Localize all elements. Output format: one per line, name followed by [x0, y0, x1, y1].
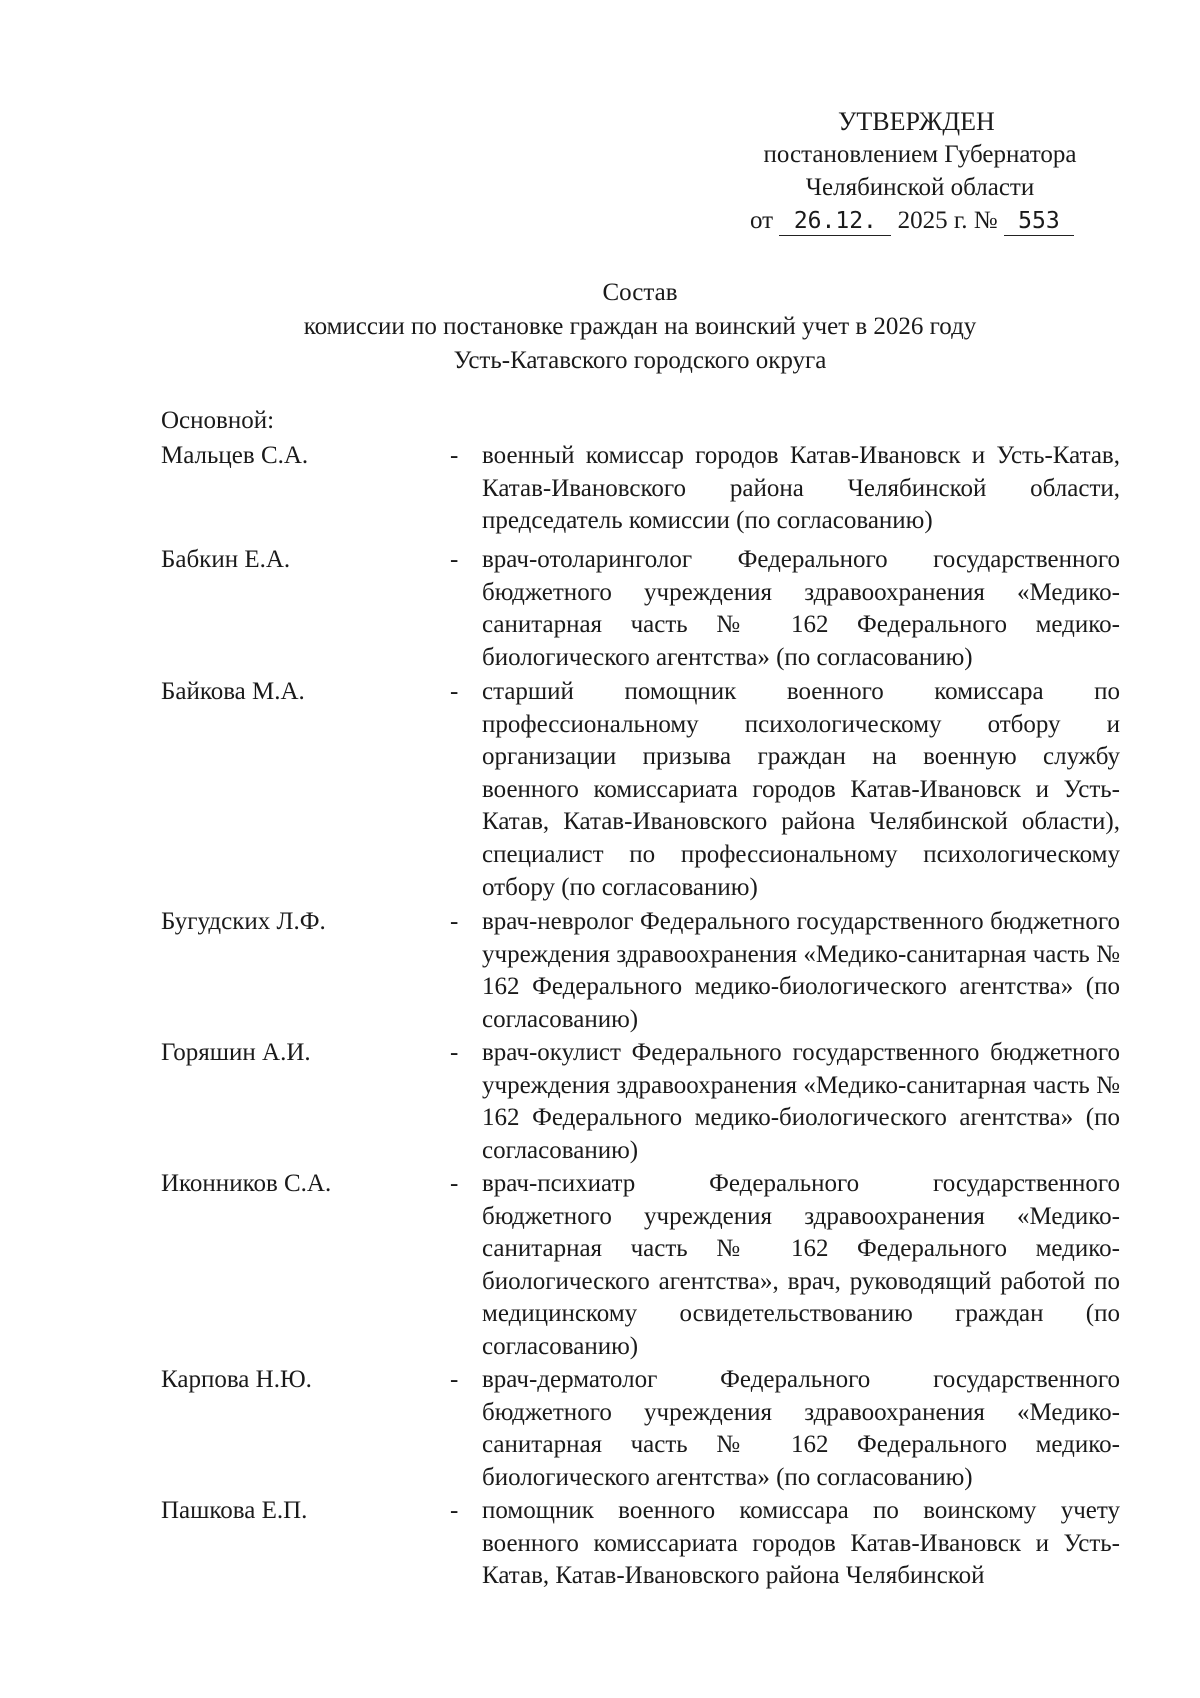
approval-number: 553: [1004, 207, 1074, 236]
approval-year: 2025 г. №: [897, 207, 998, 234]
member-role: военный комиссар городов Катав-Ивановск и Усть-Катав, Катав-Ивановского района Челябинской области, председатель комиссии (по согласованию): [482, 442, 1120, 535]
member-name: Пашкова Е.П.: [161, 1497, 308, 1524]
member-dash: -: [450, 1170, 459, 1197]
member-role: врач-окулист Федерального государственного бюджетного учреждения здравоохранения «Медико-санитарная часть № 162 Федерального медико-биологического агентства» (по согласованию): [482, 1039, 1120, 1164]
member-dash: -: [450, 678, 459, 705]
member-name: Байкова М.А.: [161, 678, 305, 705]
approval-date: 26.12.: [779, 207, 891, 236]
member-dash: -: [450, 442, 459, 469]
member-name: Бабкин Е.А.: [161, 546, 291, 573]
approval-title: УТВЕРЖДЕН: [838, 107, 995, 136]
heading-line-1: Состав: [602, 279, 678, 306]
approval-block: [720, 105, 1120, 237]
member-role: врач-дерматолог Федерального государственного бюджетного учреждения здравоохранения «Медико-санитарная часть № 162 Федерального медико-биологического агентства» (по согласованию): [482, 1366, 1120, 1491]
member-role: врач-психиатр Федерального государственного бюджетного учреждения здравоохранения «Медико-санитарная часть № 162 Федерального медико-биологического агентства», врач, руководящий работой по медицинскому освидетельствованию граждан (по согласованию): [482, 1170, 1120, 1360]
member-dash: -: [450, 546, 459, 573]
approval-line-2: Челябинской области: [805, 174, 1035, 201]
member-dash: -: [450, 908, 459, 935]
member-name: Бугудских Л.Ф.: [161, 908, 326, 935]
document-heading: [100, 276, 1180, 378]
member-name: Иконников С.А.: [161, 1170, 332, 1197]
heading-line-3: Усть-Катавского городского округа: [453, 347, 827, 374]
member-role: старший помощник военного комиссара по профессиональному психологическому отбору и организации призыва граждан на военную службу военного комиссариата городов Катав-Ивановск и Усть-Катав, Катав-Ивановского района Челябинской области), специалист по профессиональному психологическому отбору (по согласованию): [482, 678, 1120, 901]
section-label: Основной:: [161, 407, 275, 434]
member-dash: -: [450, 1366, 459, 1393]
member-dash: -: [450, 1497, 459, 1524]
member-role: врач-отоларинголог Федерального государственного бюджетного учреждения здравоохранения «Медико-санитарная часть № 162 Федерального медико-биологического агентства» (по согласованию): [482, 546, 1120, 671]
member-name: Карпова Н.Ю.: [161, 1366, 312, 1393]
member-role: врач-невролог Федерального государственного бюджетного учреждения здравоохранения «Медико-санитарная часть № 162 Федерального медико-биологического агентства» (по согласованию): [482, 908, 1120, 1033]
approval-line-1: постановлением Губернатора: [763, 141, 1077, 168]
approval-date-line: [720, 204, 1120, 237]
member-name: Мальцев С.А.: [161, 442, 309, 469]
heading-line-2: комиссии по постановке граждан на воинский учет в 2026 году: [303, 313, 977, 340]
member-dash: -: [450, 1039, 459, 1066]
member-role: помощник военного комиссара по воинскому учету военного комиссариата городов Катав-Ивановск и Усть-Катав, Катав-Ивановского района Челябинской: [482, 1497, 1120, 1590]
member-name: Горяшин А.И.: [161, 1039, 311, 1066]
approval-prefix: от: [750, 207, 774, 234]
